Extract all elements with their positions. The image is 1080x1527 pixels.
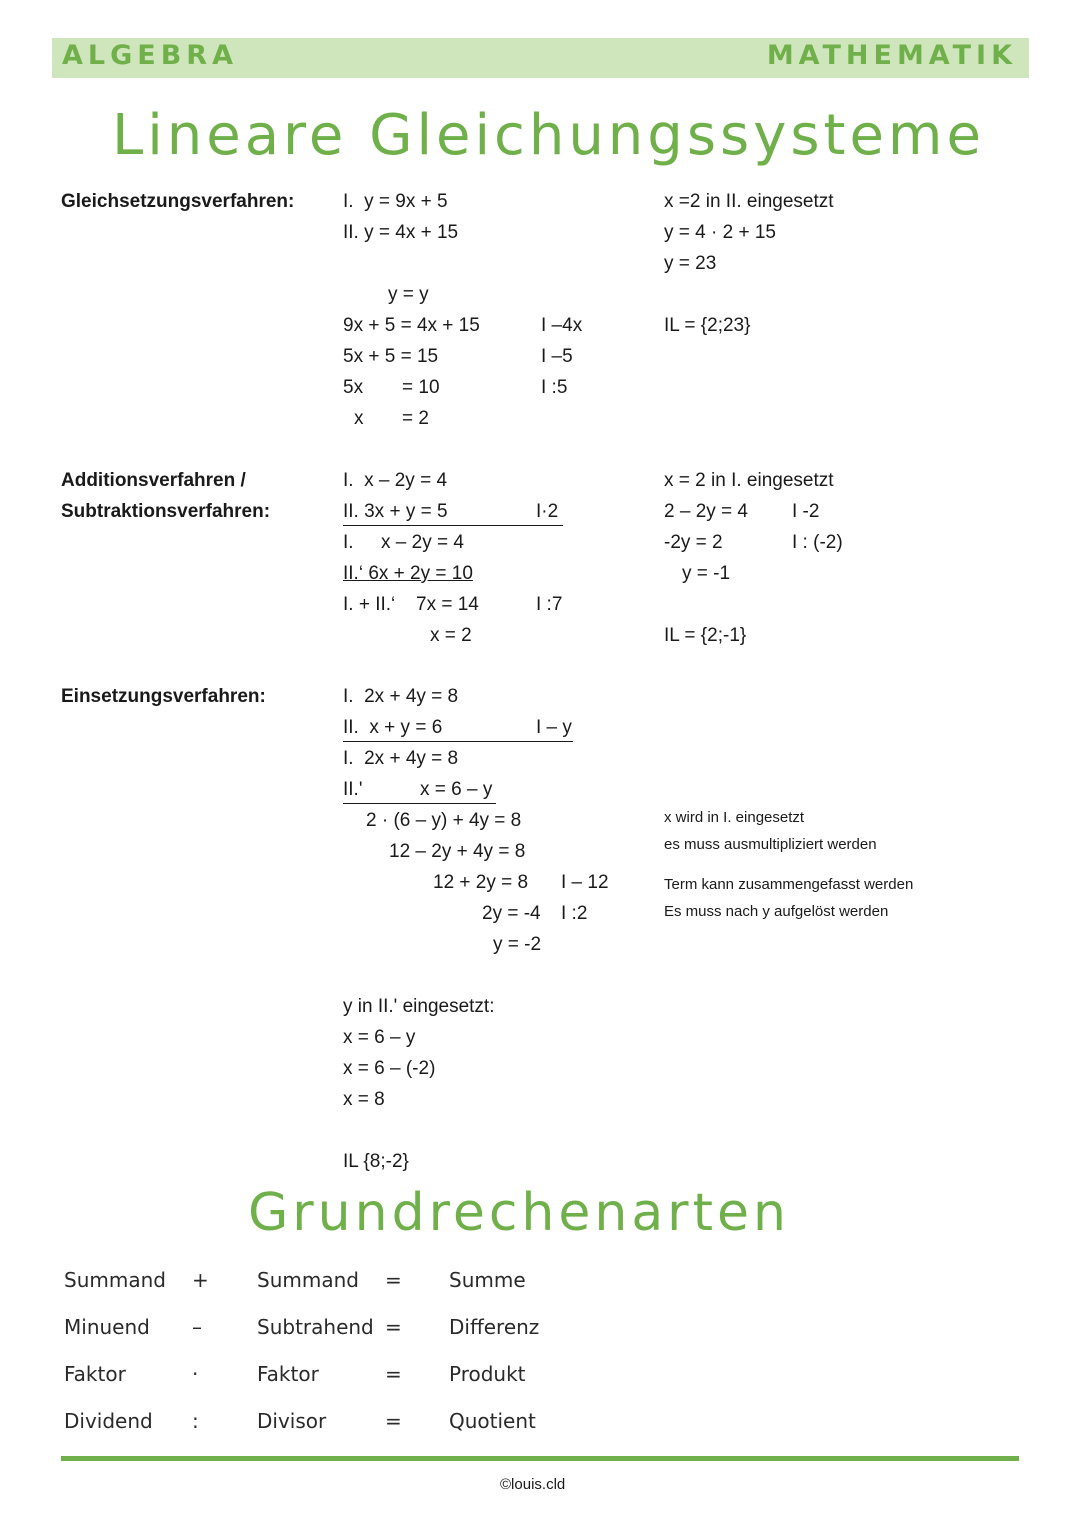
operation: I – y xyxy=(536,717,572,738)
eq-line: x – 2y = 4 xyxy=(381,532,464,553)
header-band xyxy=(52,38,1029,78)
term-cell: Subtrahend xyxy=(257,1315,374,1339)
operator-cell: : xyxy=(192,1409,199,1433)
label-subtraktion: Subtraktionsverfahren: xyxy=(61,501,271,522)
eq-line: II. y = 4x + 15 xyxy=(343,222,459,243)
eq-line: I. + II.‘ xyxy=(343,594,396,615)
eq-line: II. x + y = 6 xyxy=(343,717,443,738)
side-note: es muss ausmultipliziert werden xyxy=(664,836,877,853)
eq-line: y = y xyxy=(388,284,429,305)
result-cell: Differenz xyxy=(449,1315,540,1339)
solution-set: IL {8;-2} xyxy=(343,1151,409,1172)
eq-line: 12 – 2y + 4y = 8 xyxy=(389,841,526,862)
eq-line: II. 3x + y = 5 xyxy=(343,501,448,522)
operator-cell: – xyxy=(192,1315,202,1339)
eq-line: 12 + 2y = 8 xyxy=(433,872,529,893)
term-cell: Faktor xyxy=(257,1362,319,1386)
operation: I –5 xyxy=(541,346,573,367)
label-gleichsetzung: Gleichsetzungsverfahren: xyxy=(61,191,295,212)
operation: I·2 xyxy=(536,501,559,522)
side-note: Es muss nach y aufgelöst werden xyxy=(664,903,889,920)
result-line: y = 23 xyxy=(664,253,717,274)
operation: I :2 xyxy=(561,903,588,924)
term-cell: Minuend xyxy=(64,1315,150,1339)
term-cell: Summand xyxy=(64,1268,166,1292)
eq-line: x = 8 xyxy=(343,1089,385,1110)
eq-line: 5x xyxy=(343,377,364,398)
result-line: x = 2 in I. eingesetzt xyxy=(664,470,834,491)
eq-line: I. y = 9x + 5 xyxy=(343,191,448,212)
eq-line: x = 2 xyxy=(430,625,472,646)
result-line: x =2 in II. eingesetzt xyxy=(664,191,834,212)
result-cell: Summe xyxy=(449,1268,526,1292)
operation: I – 12 xyxy=(561,872,609,893)
eq-line: 2y = -4 xyxy=(482,903,541,924)
eq-line: II.' xyxy=(343,779,363,800)
eq-line: y = -2 xyxy=(493,934,542,955)
term-cell: Divisor xyxy=(257,1409,327,1433)
operation: I -2 xyxy=(792,501,820,522)
eq-line: II.‘ 6x + 2y = 10 xyxy=(343,563,473,584)
result-cell: Produkt xyxy=(449,1362,526,1386)
eq-line: I. x – 2y = 4 xyxy=(343,470,448,491)
solution-set: IL = {2;23} xyxy=(664,315,751,336)
eq-line: I. 2x + 4y = 8 xyxy=(343,686,459,707)
solution-set: IL = {2;-1} xyxy=(664,625,747,646)
eq-line: 2 · (6 – y) + 4y = 8 xyxy=(366,810,522,831)
label-addition: Additionsverfahren / xyxy=(61,470,246,491)
operation: I : (-2) xyxy=(792,532,843,553)
equals-cell: = xyxy=(385,1268,402,1292)
footer-divider xyxy=(61,1456,1019,1461)
eq-line: 9x + 5 = 4x + 15 xyxy=(343,315,480,336)
eq-line: x = 6 – (-2) xyxy=(343,1058,436,1079)
section-title: Grundrechenarten xyxy=(248,1183,790,1243)
term-cell: Summand xyxy=(257,1268,359,1292)
operator-cell: · xyxy=(192,1362,199,1386)
side-note: x wird in I. eingesetzt xyxy=(664,809,805,826)
equals-cell: = xyxy=(385,1315,402,1339)
eq-line: I. xyxy=(343,532,354,553)
eq-line: I. 2x + 4y = 8 xyxy=(343,748,459,769)
operation: I :5 xyxy=(541,377,568,398)
header-left: ALGEBRA xyxy=(62,40,238,71)
eq-line: 7x = 14 xyxy=(416,594,479,615)
result-line: -2y = 2 xyxy=(664,532,723,553)
term-cell: Faktor xyxy=(64,1362,126,1386)
main-title: Lineare Gleichungssysteme xyxy=(112,103,985,168)
eq-line: x = 6 – y xyxy=(343,1027,416,1048)
result-cell: Quotient xyxy=(449,1409,536,1433)
equals-cell: = xyxy=(385,1409,402,1433)
side-note: Term kann zusammengefasst werden xyxy=(664,876,914,893)
term-cell: Dividend xyxy=(64,1409,153,1433)
equals-cell: = xyxy=(385,1362,402,1386)
operation: I –4x xyxy=(541,315,583,336)
eq-line: x = 6 – y xyxy=(420,779,493,800)
operator-cell: + xyxy=(192,1268,209,1292)
header-right: MATHEMATIK xyxy=(766,40,1017,71)
eq-line: = 2 xyxy=(402,408,429,429)
eq-line: 5x + 5 = 15 xyxy=(343,346,439,367)
result-line: y = -1 xyxy=(682,563,731,584)
label-einsetzung: Einsetzungsverfahren: xyxy=(61,686,266,707)
operation: I :7 xyxy=(536,594,563,615)
copyright: ©louis.cld xyxy=(500,1476,566,1493)
eq-line: = 10 xyxy=(402,377,440,398)
eq-line: x xyxy=(354,408,364,429)
result-line: 2 – 2y = 4 xyxy=(664,501,748,522)
result-line: y = 4 · 2 + 15 xyxy=(664,222,776,243)
eq-line: y in II.' eingesetzt: xyxy=(343,996,495,1017)
